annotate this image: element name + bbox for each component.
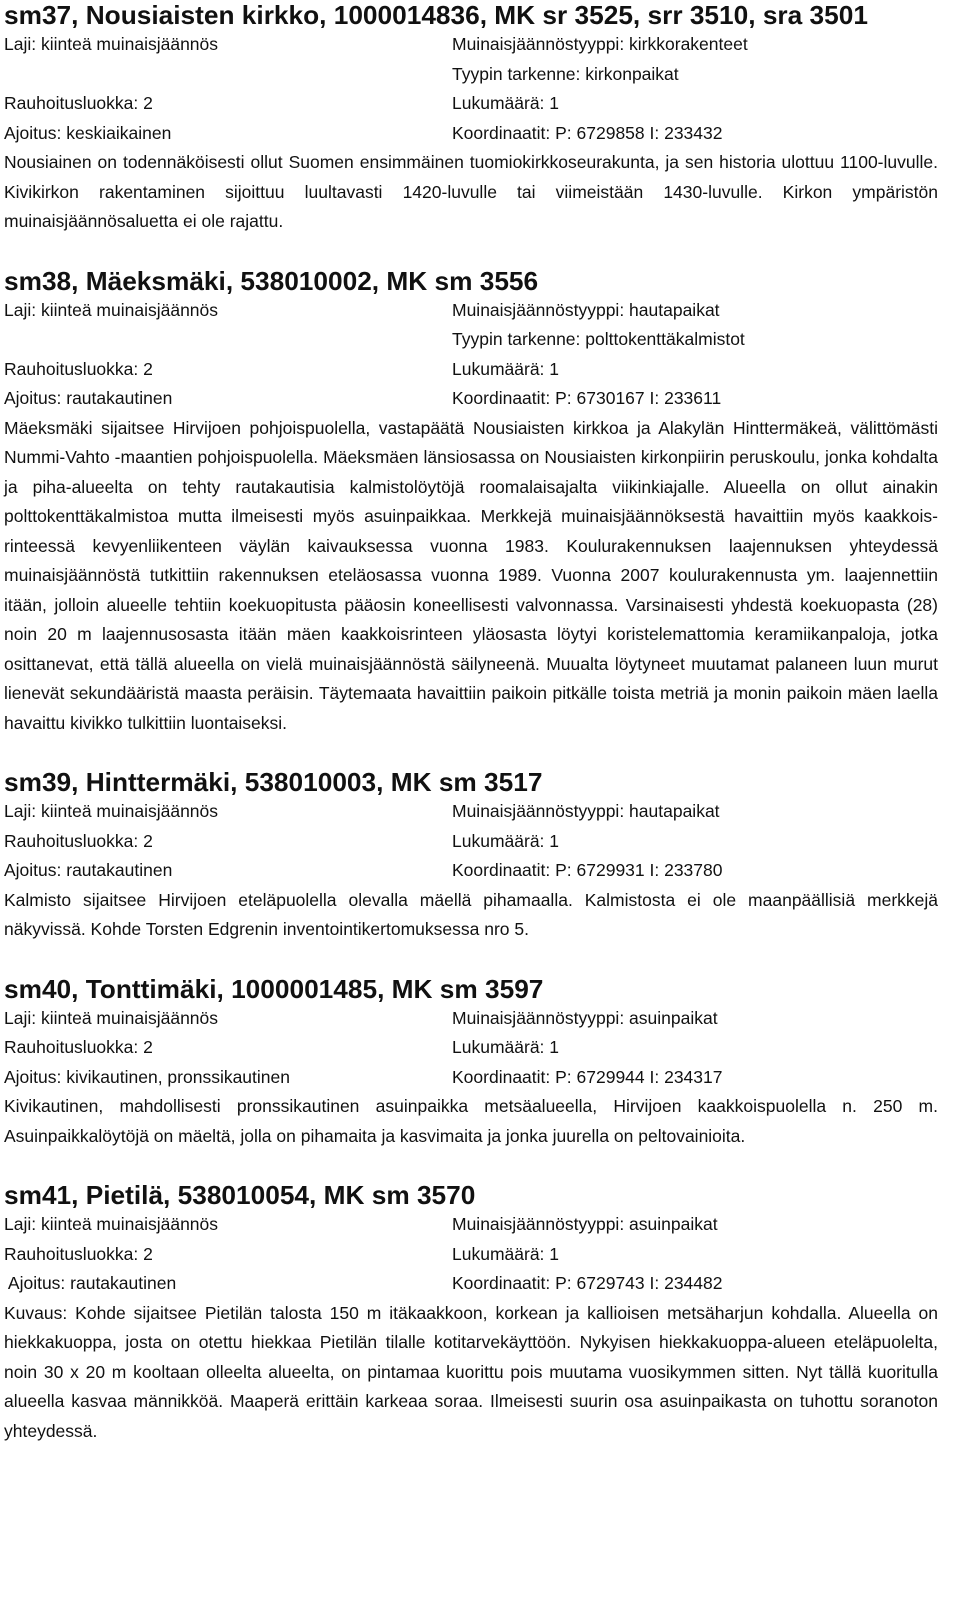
site-title: sm38, Mäeksmäki, 538010002, MK sm 3556 (4, 265, 539, 296)
site-field-row (4, 30, 938, 60)
site-field-row (4, 1063, 938, 1093)
tyyppi-field: Muinaisjäännöstyyppi: kirkkorakenteet (452, 34, 748, 54)
site-title: sm41, Pietilä, 538010054, MK sm 3570 (4, 1180, 476, 1210)
site-field-row (4, 1240, 938, 1270)
site-title: sm37, Nousiaisten kirkko, 1000014836, MK sr 3525, srr 3510, sra 3501 (4, 0, 868, 30)
site-entry-sm39 (4, 767, 938, 945)
rauhoitusluokka-field: Rauhoitusluokka: 2 (4, 830, 153, 851)
laji-field: Laji: kiinteä muinaisjäännös (4, 1007, 219, 1028)
rauhoitusluokka-field: Rauhoitusluokka: 2 (4, 1243, 153, 1264)
rauhoitusluokka-field: Rauhoitusluokka: 2 (4, 358, 153, 379)
koordinaatit-field: Koordinaatit: P: 6729858 I: 233432 (452, 122, 723, 143)
site-entry-sm37 (4, 0, 938, 237)
section-spacer (4, 738, 938, 767)
site-field-row (4, 827, 938, 857)
lukumaara-field: Lukumäärä: 1 (452, 1037, 560, 1057)
site-field-row (4, 119, 938, 149)
lukumaara-field: Lukumäärä: 1 (452, 830, 560, 851)
laji-field: Laji: kiinteä muinaisjäännös (4, 34, 219, 54)
site-field-row (4, 1210, 938, 1240)
lukumaara-field: Lukumäärä: 1 (452, 1243, 560, 1264)
site-field-row (4, 856, 938, 886)
ajoitus-field: Ajoitus: rautakautinen (4, 1273, 177, 1293)
laji-field: Laji: kiinteä muinaisjäännös (4, 1214, 219, 1234)
laji-field: Laji: kiinteä muinaisjäännös (4, 299, 219, 320)
site-entry-sm38 (4, 266, 938, 739)
koordinaatit-field: Koordinaatit: P: 6729944 I: 234317 (452, 1066, 723, 1087)
lukumaara-field: Lukumäärä: 1 (452, 93, 560, 113)
site-field-row (4, 1033, 938, 1063)
ajoitus-field: Ajoitus: keskiaikainen (4, 122, 172, 143)
site-field-row (4, 325, 938, 355)
site-description: Nousiainen on todennäköisesti ollut Suomen ensimmäinen tuomiokirkkoseurakunta, ja sen historia ulottuu 1100-luvulle. Kivikirkon rakentaminen sijoittuu luultavasti 1420-luvulle tai viimeistään 1430-luvulle. Kirkon ympäristön muinaisjäännösaluetta ei ole rajattu. (4, 152, 938, 231)
tyyppi-field: Muinaisjäännöstyyppi: asuinpaikat (452, 1214, 718, 1234)
tarkenne-field: Tyypin tarkenne: kirkonpaikat (452, 63, 679, 84)
site-field-row (4, 384, 938, 414)
site-field-row (4, 60, 938, 90)
tyyppi-field: Muinaisjäännöstyyppi: hautapaikat (452, 299, 720, 320)
section-spacer (4, 237, 938, 266)
site-entry-sm40 (4, 974, 938, 1152)
site-description: Mäeksmäki sijaitsee Hirvijoen pohjoispuolella, vastapäätä Nousiaisten kirkkoa ja Alakylän Hinttermäkeä, välittömästi Nummi-Vahto -maantien pohjoispuolella. Mäeksmäen länsiosassa on Nousiaisten kirkonpiirin peruskoulu, jonka kohdalta ja piha-alueelta on tehty rautakautisia kalmistolöytöjä roomalaisajalta viikinkiajalle. Alueella on ollut ainakin polttokenttäkalmistoa mutta ilmeisesti myös asuinpaikkaa. Merkkejä muinaisjäännöksestä havaittiin myös kaakkoisrinteessä kevyenliikenteen väylän kaivauksessa vuonna 1983. Koulurakennuksen laajennuksen yhteydessä muinaisjäännöstä tutkittiin rakennuksen eteläosassa vuonna 1989. Vuonna 2007 koulurakennusta ym. laajennettiin itään, jolloin alueelle tehtiin koekuopitusta pääosin koneellisesti valvonnassa. Varsinaisesti yhdestä koekuopasta (28) noin 20 m laajennusosasta itään mäen kaakkoisrinteen yläosasta löytyi koristelemattomia keramiikanpaloja, jotka osittanevat, että tällä alueella on vielä muinaisjäännöstä säilyneenä. Muualta löytyneet muutamat palaneen luun murut lienevät sekundääristä maasta peräisin. Täytemaata havaittiin paikoin pitkälle toista metriä ja monin paikoin mäen laella havaittu kivikko tulkittiin luontaiseksi. (4, 417, 938, 733)
section-spacer (4, 945, 938, 974)
site-field-row (4, 355, 938, 385)
site-field-row (4, 1269, 938, 1299)
rauhoitusluokka-field: Rauhoitusluokka: 2 (4, 1037, 153, 1057)
site-field-row (4, 1004, 938, 1034)
site-title: sm39, Hinttermäki, 538010003, MK sm 3517 (4, 767, 543, 797)
ajoitus-field: Ajoitus: rautakautinen (4, 388, 173, 408)
site-entry-sm41 (4, 1180, 938, 1446)
koordinaatit-field: Koordinaatit: P: 6729931 I: 233780 (452, 860, 723, 880)
site-title: sm40, Tonttimäki, 1000001485, MK sm 3597 (4, 973, 544, 1004)
site-description: Kivikautinen, mahdollisesti pronssikautinen asuinpaikka metsäalueella, Hirvijoen kaakkoispuolella n. 250 m. Asuinpaikkalöytöjä on mäeltä, jolla on pihamaita ja kasvimaita ja jonka juurella on peltovainioita. (4, 1096, 938, 1146)
tyyppi-field: Muinaisjäännöstyyppi: asuinpaikat (452, 1007, 718, 1028)
tyyppi-field: Muinaisjäännöstyyppi: hautapaikat (452, 801, 720, 821)
site-field-row (4, 797, 938, 827)
laji-field: Laji: kiinteä muinaisjäännös (4, 801, 219, 821)
section-spacer (4, 1151, 938, 1180)
ajoitus-field: Ajoitus: kivikautinen, pronssikautinen (4, 1066, 290, 1087)
site-field-row (4, 89, 938, 119)
tarkenne-field: Tyypin tarkenne: polttokenttäkalmistot (452, 329, 745, 349)
site-description: Kalmisto sijaitsee Hirvijoen eteläpuolella olevalla mäellä pihamaalla. Kalmistosta ei ole maanpäällisiä merkkejä näkyvissä. Kohde Torsten Edgrenin inventointikertomuksessa nro 5. (4, 889, 938, 939)
lukumaara-field: Lukumäärä: 1 (452, 358, 560, 379)
site-field-row (4, 296, 938, 326)
koordinaatit-field: Koordinaatit: P: 6729743 I: 234482 (452, 1273, 723, 1293)
rauhoitusluokka-field: Rauhoitusluokka: 2 (4, 93, 153, 113)
ajoitus-field: Ajoitus: rautakautinen (4, 860, 173, 880)
site-description: Kuvaus: Kohde sijaitsee Pietilän talosta 150 m itäkaakkoon, korkean ja kallioisen metsäharjun kohdalla. Alueella on hiekkakuoppa, josta on otettu hiekkaa Pietilän tilalle kotitarvekäyttöön. Nykyisen hiekkakuoppa-alueen eteläpuolelta, noin 30 x 20 m kooltaan olleelta alueelta, on pintamaa kuorittu pois muutama vuosikymmen sitten. Nyt tällä kuoritulla alueella kasvaa männikköä. Maaperä erittäin karkeaa soraa. Ilmeisesti suurin osa asuinpaikasta on tuhottu soranoton yhteydessä. (4, 1302, 938, 1441)
koordinaatit-field: Koordinaatit: P: 6730167 I: 233611 (452, 388, 722, 408)
